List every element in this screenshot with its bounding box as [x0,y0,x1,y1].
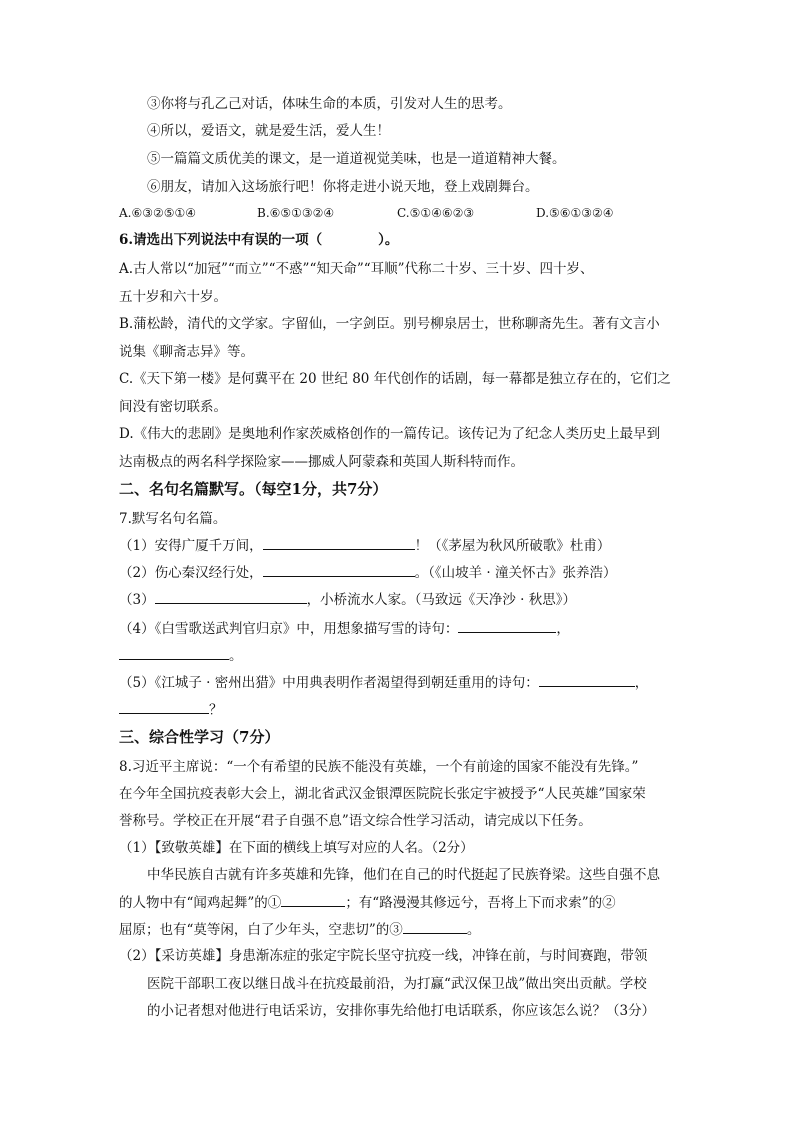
q7-5-prompt: （5）《江城子 · 密州出猎》中用典表明作者渴望得到朝廷重用的诗句： [119,675,539,691]
q8-sub2-line1: （2）【采访英雄】身患渐冻症的张定宇院长坚守抗疫一线，冲锋在前，与时间赛跑，带领 [119,948,648,964]
q6-option-c-line2: 间没有密切联系。 [119,399,227,415]
q8-sub1-para-line3 [119,919,480,940]
q5-option-a: A.⑥③②⑤①④ [119,206,197,220]
q7-1-prompt: （1）安得广厦千万间， [119,538,263,554]
q7-2-blank[interactable] [263,562,415,577]
q7-5-blank-1[interactable] [539,672,635,687]
q5-option-c: C.⑤①④⑥②③ [397,206,475,220]
q8-sub1-prompt-2: ；有“路漫漫其修远兮，吾将上下而求索”的② [345,895,616,911]
q8-sub2-line2: 医院干部职工夜以继日战斗在抗疫最前沿，为打赢“武汉保卫战”做出突出贡献。学校 [147,976,647,992]
q8-sub1-para-line2 [119,892,616,913]
q7-5-blank-2[interactable] [119,699,209,714]
q6-stem-end: ）。 [378,232,399,248]
q6-option-d-line2: 达南极点的两名科学探险家——挪威人阿蒙森和英国人斯科特而作。 [119,454,524,470]
q8-sub1-prompt-3: 屈原；也有“莫等闲，白了少年头，空悲切”的③ [119,922,403,938]
q7-line-4 [119,618,570,639]
q7-line-3 [119,589,576,610]
q6-stem [119,230,398,250]
q7-2-source: 。（《山坡羊 · 潼关怀古》张养浩） [414,565,617,581]
q7-4-end: 。 [229,648,243,664]
q6-stem-text: 6.请选出下列说法中有误的一项（ [119,232,323,248]
q7-5-comma: ， [634,675,649,691]
q5-item-6: ⑥朋友，请加入这场旅行吧！你将走进小说天地，登上戏剧舞台。 [147,179,539,195]
q8-blank-3[interactable] [403,919,467,934]
q7-3-source: ，小桥流水人家。（马致远《天净沙 · 秋思》） [306,592,576,608]
q5-item-3: ③你将与孔乙己对话，体味生命的本质，引发对人生的思考。 [147,96,512,112]
q7-2-prompt: （2）伤心秦汉经行处， [119,565,263,581]
q7-4-prompt: （4）《白雪歌送武判官归京》中，用想象描写雪的诗句： [119,621,459,637]
q7-4-blank-2[interactable] [119,645,229,660]
q7-line-4-cont [119,645,243,666]
q5-item-4: ④所以，爱语文，就是爱生活，爱人生！ [147,123,390,139]
q6-option-a-line2: 五十岁和六十岁。 [119,289,227,305]
q8-para-line2: 在今年全国抗疫表彰大会上，湖北省武汉金银潭医院院长张定宇被授予“人民英雄”国家荣 [119,786,646,802]
q8-sub1-end: 。 [466,922,481,938]
q6-option-d-line1: D.《伟大的悲剧》是奥地利作家茨威格创作的一篇传记。该传记为了纪念人类历史上最早到 [119,426,661,442]
q7-line-2 [119,562,616,583]
q7-4-comma: ， [556,621,570,637]
q7-4-blank-1[interactable] [458,618,556,633]
q7-stem: 7.默写名句名篇。 [119,511,227,527]
q7-line-5-cont [119,699,223,720]
q7-3-blank[interactable] [155,589,307,604]
q7-line-1 [119,535,610,556]
q7-3-prompt: （3） [119,592,155,608]
section-3-title: 三、综合性学习（7分） [119,728,280,746]
q8-sub1-para-line1: 中华民族自古就有许多英雄和先锋，他们在自己的时代挺起了民族脊梁。这些自强不息 [147,867,660,883]
q7-1-blank[interactable] [263,535,415,550]
q8-blank-1[interactable] [281,892,345,907]
q7-5-end: ？ [209,702,223,718]
q8-sub2-line3: 的小记者想对他进行电话采访，安排你事先给他打电话联系，你应该怎么说？（3分） [147,1003,656,1019]
q7-1-source: ！（《茅屋为秋风所破歌》杜甫） [414,538,611,554]
q6-option-b-line2: 说集《聊斋志异》等。 [119,344,254,360]
q8-sub1-prompt-1: 的人物中有“闻鸡起舞”的① [119,895,282,911]
q5-item-5: ⑤一篇篇文质优美的课文，是一道道视觉美味，也是一道道精神大餐。 [147,151,566,167]
q8-para-line1: 8.习近平主席说：“一个有希望的民族不能没有英雄，一个有前途的国家不能没有先锋。” [119,759,639,775]
q5-option-d: D.⑤⑥①③②④ [536,206,614,220]
q8-para-line3: 誉称号。学校正在开展“君子自强不息”语文综合性学习活动，请完成以下任务。 [119,813,592,829]
q5-option-b: B.⑥⑤①③②④ [257,206,335,220]
q5-options [119,203,614,223]
q6-option-a-line1: A.古人常以“加冠”“而立”“不惑”“知天命”“耳顺”代称二十岁、三十岁、四十岁、 [119,261,594,277]
q8-sub1-title: （1）【致敬英雄】在下面的横线上填写对应的人名。（2分） [119,840,474,856]
section-2-title: 二、名句名篇默写。（每空1分，共7分） [119,480,388,498]
q6-option-c-line1: C.《天下第一楼》是何冀平在 20 世纪 80 年代创作的话剧，每一幕都是独立存在的，它们之 [119,371,671,387]
q7-line-5 [119,672,648,693]
q6-option-b-line1: B.蒲松龄，清代的文学家。字留仙，一字剑臣。别号柳泉居士，世称聊斋先生。著有文言小 [119,316,660,332]
